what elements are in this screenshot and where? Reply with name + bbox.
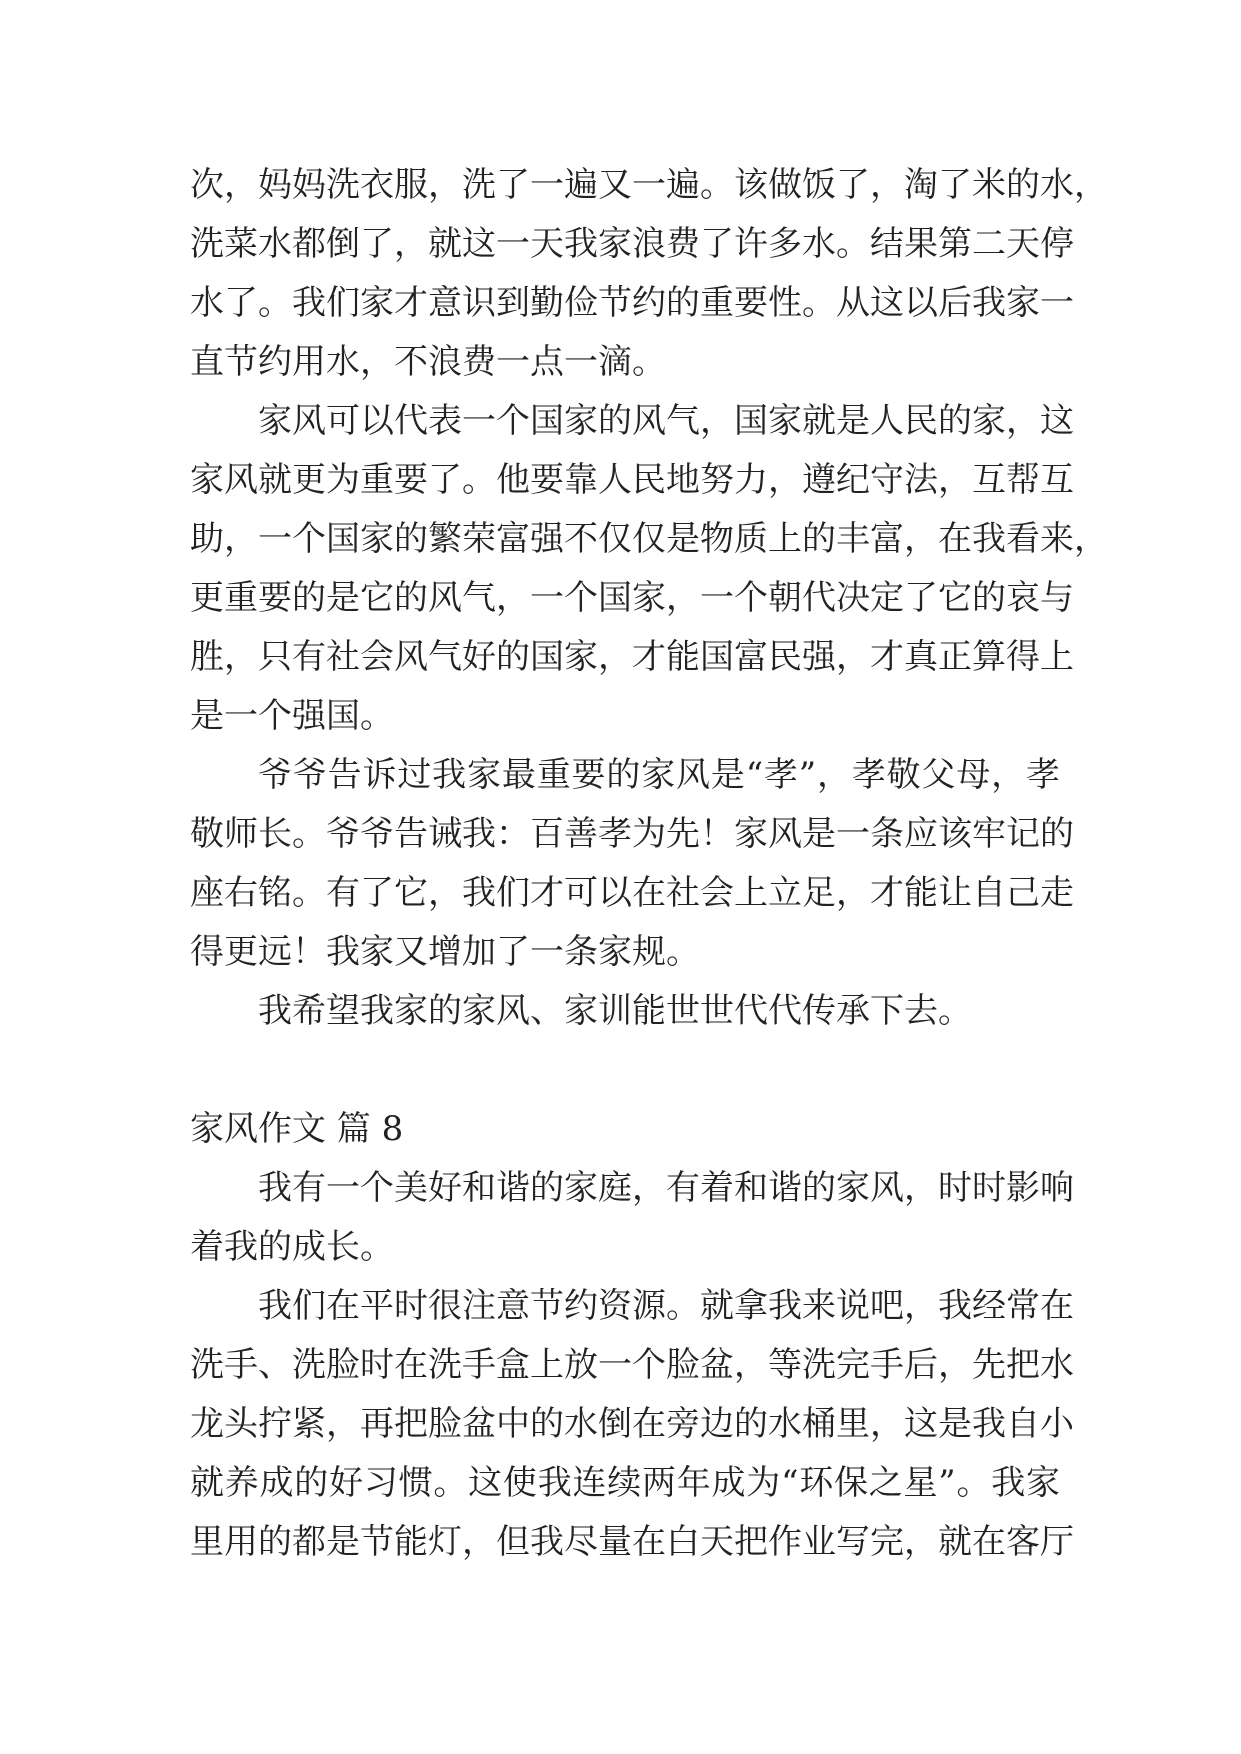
- text-line: 龙头拧紧，再把脸盆中的水倒在旁边的水桶里，这是我自小: [190, 1404, 1074, 1444]
- section-gap: [190, 1041, 1060, 1100]
- text-line: 敬师长。爷爷告诫我：百善孝为先！家风是一条应该牢记的: [190, 814, 1074, 854]
- text-line: 胜，只有社会风气好的国家，才能国富民强，才真正算得上: [190, 637, 1074, 677]
- text-line: 更重要的是它的风气，一个国家，一个朝代决定了它的哀与: [190, 578, 1074, 618]
- document-body: [190, 156, 1108, 1572]
- text-line: 助，一个国家的繁荣富强不仅仅是物质上的丰富，在我看来，: [190, 519, 1108, 559]
- text-line: 我希望我家的家风、家训能世世代代传承下去。: [258, 991, 972, 1031]
- paragraph: [190, 746, 1074, 982]
- paragraph: [190, 156, 1108, 392]
- text-line: 就养成的好习惯。这使我连续两年成为“环保之星”。我家: [190, 1463, 1060, 1503]
- text-line: 是一个强国。: [190, 696, 394, 736]
- text-line: 里用的都是节能灯，但我尽量在白天把作业写完，就在客厅: [190, 1522, 1074, 1562]
- text-line: 爷爷告诉过我家最重要的家风是“孝”，孝敬父母，孝: [258, 755, 1060, 795]
- paragraph: [190, 982, 1060, 1041]
- text-line: 得更远！我家又增加了一条家规。: [190, 932, 700, 972]
- text-line: 着我的成长。: [190, 1227, 394, 1267]
- text-line: 洗手、洗脸时在洗手盒上放一个脸盆，等洗完手后，先把水: [190, 1345, 1074, 1385]
- paragraph: [190, 1159, 1074, 1277]
- paragraph: [190, 392, 1108, 746]
- section-heading: 家风作文 篇 8: [190, 1109, 404, 1149]
- text-line: 直节约用水，不浪费一点一滴。: [190, 342, 666, 382]
- text-line: 水了。我们家才意识到勤俭节约的重要性。从这以后我家一: [190, 283, 1074, 323]
- text-line: 我们在平时很注意节约资源。就拿我来说吧，我经常在: [258, 1286, 1074, 1326]
- text-line: 我有一个美好和谐的家庭，有着和谐的家风，时时影响: [258, 1168, 1074, 1208]
- text-line: 洗菜水都倒了，就这一天我家浪费了许多水。结果第二天停: [190, 224, 1074, 264]
- paragraph: [190, 1277, 1074, 1572]
- text-line: 座右铭。有了它，我们才可以在社会上立足，才能让自己走: [190, 873, 1074, 913]
- text-line: 家风可以代表一个国家的风气，国家就是人民的家，这: [258, 401, 1074, 441]
- text-line: 次，妈妈洗衣服，洗了一遍又一遍。该做饭了，淘了米的水，: [190, 165, 1108, 205]
- text-line: 家风就更为重要了。他要靠人民地努力，遵纪守法，互帮互: [190, 460, 1074, 500]
